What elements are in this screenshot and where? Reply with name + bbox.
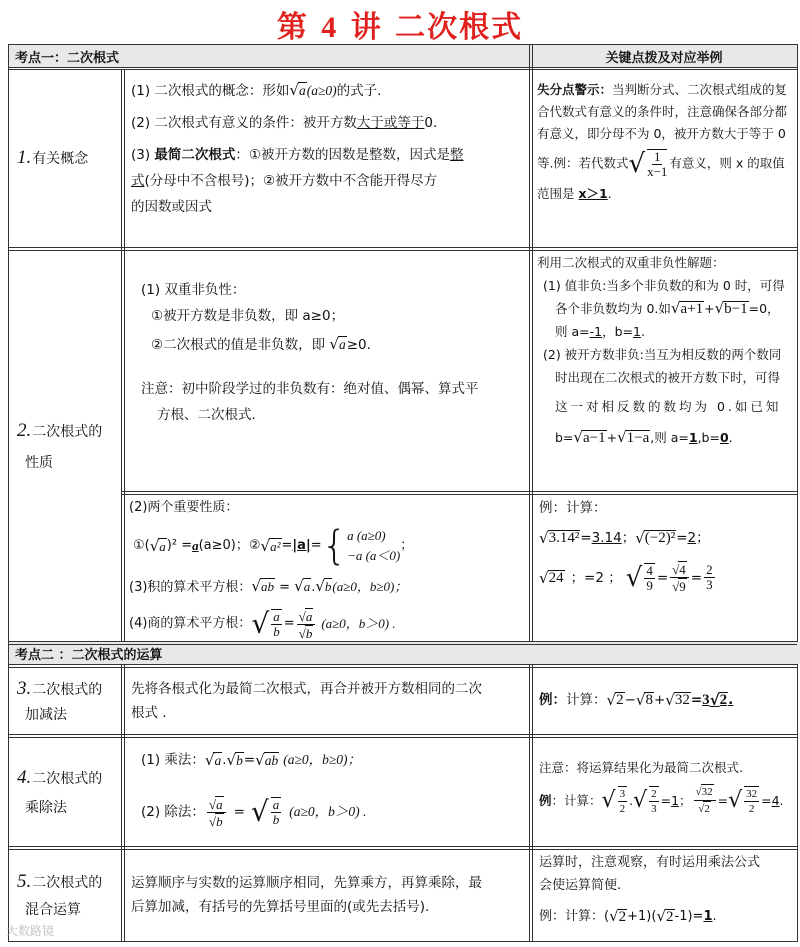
page-title: 第 4 讲 二次根式 — [276, 10, 524, 45]
row1-label: 1. 有关概念 — [17, 147, 89, 168]
row5-content: 运算顺序与实数的运算顺序相同，先算乘方，再算乘除，最 后算加减，有括号的先算括号里面的(或先去括号). — [131, 875, 482, 915]
row2-nonneg: (1) 双重非负性： ①被开方数是非负数，即 a≥0； ②二次根式的值是非负数，即 √a≥0. 注意：初中阶段学过的非负数有：绝对值、偶幂、算式平 方根、二次根式. — [141, 282, 479, 423]
summary-table — [8, 44, 798, 942]
row3-label: 3.二次根式的 加减法 — [17, 677, 103, 723]
section1-header: 考点一：二次根式 — [9, 45, 535, 67]
section2-header: 考点二 ：二次根式的运算 — [9, 642, 800, 664]
watermark: 大数路镜 — [6, 924, 55, 938]
row5-example: 运算时，注意观察，有时运用乘法公式 会使运算简便. 例：计算：( √ 2 +1)( √ 2 -1)= 1 . — [539, 855, 761, 925]
row2-properties: (2)两个重要性质： ①( √ a )² = a (a≥0)；② √ a² = |a| = { a (a≥0) −a (a＜0) ； (3)积的算术平方根：√ab = √a.√b(a≥0，b≥0)； (4)商的算术平方根： √ $\frac{a}{b}$ = $\frac{√a}{√b}$ (a≥0，b＞0) . — [129, 500, 414, 641]
row5-label: 5.二次根式的 混合运算 — [17, 871, 103, 918]
row2-example: 例：计算： √ 3.14² = 3.14 ； √ (−2)² = 2 ； √ 24 ；=2 ； √ $\frac{4}{9}$ = $\frac{√4}{√9}$ = $\frac{2}{3}$ — [539, 500, 713, 594]
row4-content: (1) 乘法： √ a . √ b = √ ab (a≥0，b≥0)； (2) 除法： $\frac{√a}{√b}$ = √ $\frac{a}{b}$ (a≥0，b＞0) . — [141, 751, 367, 829]
row4-example: 注意：将运算结果化为最简二次根式. 例 ：计算： √ $\frac{3}{2}$ . √ $\frac{2}{3}$ = 1 ； $\frac{√32}{√2}$ = √ $\frac{32}{2}$ = 4 . — [539, 760, 784, 815]
row3-example: 例： 计算： √ 2 − √ 8 + √ 32 = 3 √ 2 . — [539, 691, 734, 709]
row2-tip: 利用二次根式的双重非负性解题： (1) 值非负:当多个非负数的和为 0 时，可得 各个非负数均为 0.如√a+1+√b−1=0， 则 a=-1，b=1. (2) 被开方数非负:当互为相反数的两个数同 时出现在二次根式的被开方数下时，可得 这一对相反数的数均为 0.如已知 b=√a−1+√1−a,则 a=1,b=0. — [537, 255, 785, 446]
row2-label: 2.二次根式的 性质 — [17, 420, 103, 471]
row1-content: (1) 二次根式的概念：形如√a(a≥0)的式子. (2) 二次根式有意义的条件：被开方数大于或等于0. (3) 最简二次根式：①被开方数的因数是整数，因式是整 式(分母中不含根号)；②被开方数中不含能开得尽方 的因数或因式 — [131, 81, 464, 215]
row4-label: 4.二次根式的 乘除法 — [17, 766, 103, 816]
key-points-header: 关键点拨及对应举例 — [531, 45, 797, 67]
row1-tip: 失分点警示：当判断分式、二次根式组成的复 合代数式有意义的条件时，注意确保各部分都 有意义，即分母不为 0，被开方数大于等于 0 等.例：若代数式√ $\frac{1}{x-1}$ 有意义，则 x 的取值 范围是 x＞1. — [537, 82, 788, 201]
row3-content: 先将各根式化为最简二次根式，再合并被开方数相同的二次 根式 . — [131, 681, 482, 721]
